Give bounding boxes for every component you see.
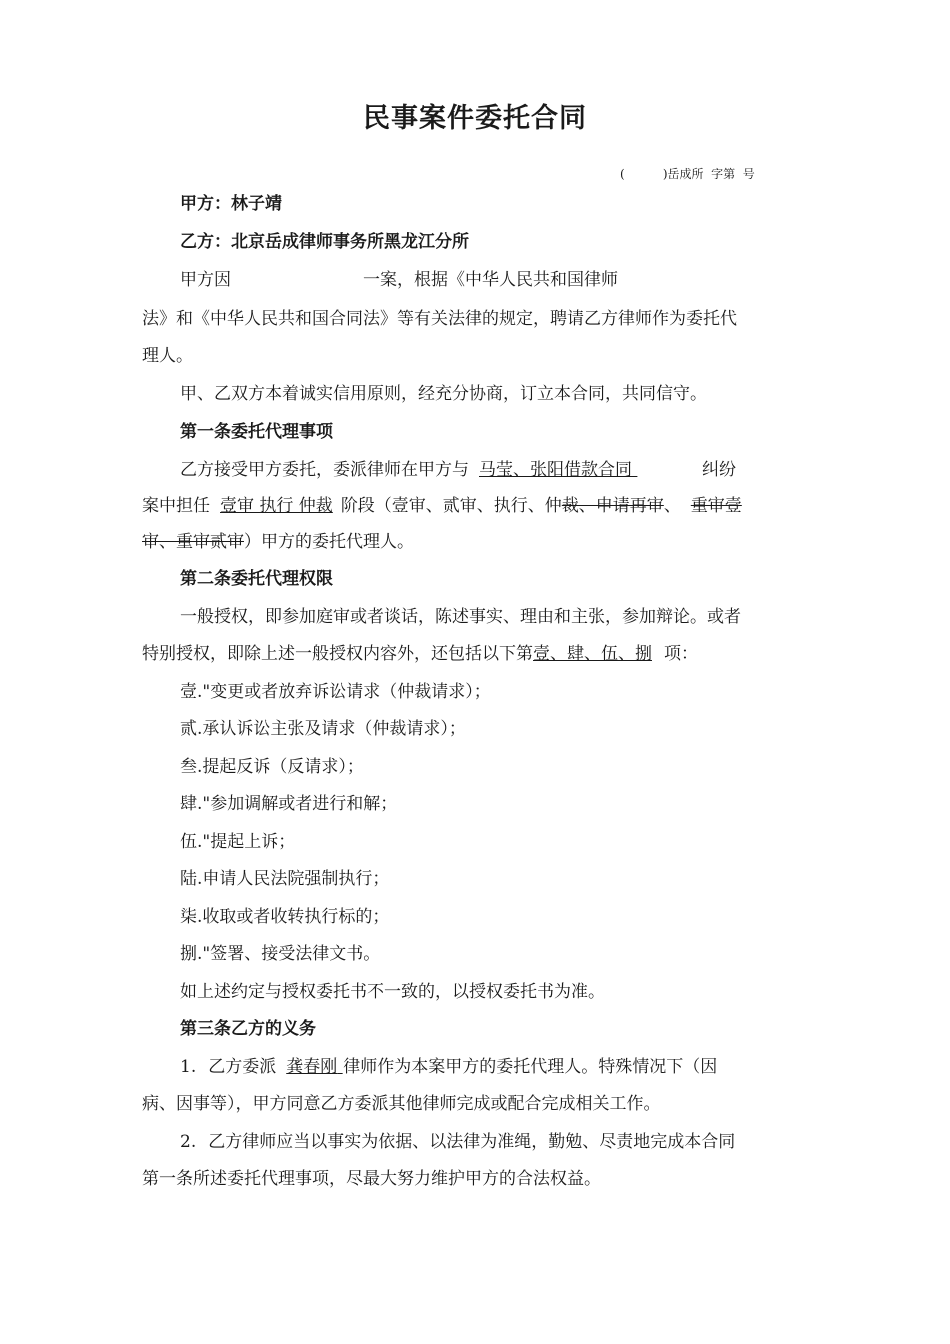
authority-item: 壹."变更或者放弃诉讼请求（仲裁请求）； — [180, 682, 491, 702]
authority-item: 伍."提起上诉； — [180, 832, 296, 852]
case-name: 马莹、张阳借款合同 — [479, 460, 632, 480]
authority-item: 柒.收取或者收转执行标的； — [180, 907, 390, 927]
authority-item: 捌."签署、接受法律文书。 — [180, 944, 381, 964]
selected-items: 壹、肆、伍、捌 — [533, 644, 652, 664]
article-3-clause-2-line-2: 第一条所述委托代理事项，尽最大努力维护甲方的合法权益。 — [142, 1169, 601, 1189]
party-b: 乙方：北京岳成律师事务所黑龙江分所 — [180, 232, 469, 252]
intro-line-1 — [180, 269, 618, 291]
intro-line-2: 法》和《中华人民共和国合同法》等有关法律的规定，聘请乙方律师作为委托代 — [142, 309, 737, 329]
authority-note: 如上述约定与授权委托书不一致的，以授权委托书为准。 — [180, 982, 605, 1002]
article-1-line-1 — [180, 459, 736, 481]
text: 阶段（壹审、贰审、执行、仲 — [340, 496, 562, 516]
text: 特别授权，即除上述一般授权内容外，还包括以下第 — [142, 644, 533, 664]
authority-item: 叁.提起反诉（反请求）； — [180, 757, 364, 777]
article-3-clause-1-line-2: 病、因事等），甲方同意乙方委派其他律师完成或配合完成相关工作。 — [142, 1094, 661, 1114]
article-3-clause-1 — [180, 1056, 717, 1078]
underline-blank — [632, 459, 702, 481]
clause-number: 2. — [180, 1132, 197, 1152]
article-3-heading: 第三条乙方的义务 — [180, 1019, 316, 1039]
document-number: ( )岳成所 字第 号 — [620, 167, 755, 181]
intro-paragraph-2: 甲、乙双方本着诚实信用原则，经充分协商，订立本合同，共同信守。 — [180, 384, 707, 404]
struck-text: 裁、申请再审 — [561, 496, 664, 516]
text: ）甲方的委托代理人。 — [244, 532, 414, 552]
article-1-line-2 — [142, 495, 742, 517]
authority-item: 陆.申请人民法院强制执行； — [180, 869, 390, 889]
article-1-heading: 第一条委托代理事项 — [180, 422, 333, 442]
text: 乙方接受甲方委托，委派律师在甲方与 — [180, 460, 469, 480]
text: 纠纷 — [702, 460, 736, 480]
authority-item: 贰.承认诉讼主张及请求（仲裁请求）； — [180, 719, 466, 739]
party-a: 甲方：林子靖 — [180, 194, 282, 214]
text: 案中担任 — [142, 496, 210, 516]
article-1-line-3 — [142, 531, 414, 553]
text: 、 — [663, 496, 681, 516]
text: 项： — [664, 644, 698, 664]
authority-item: 肆."参加调解或者进行和解； — [180, 794, 398, 814]
text: 乙方委派 — [208, 1057, 277, 1077]
article-2-line-1: 一般授权，即参加庭审或者谈话，陈述事实、理由和主张，参加辩论。或者 — [180, 607, 741, 627]
text: 律师作为本案甲方的委托代理人。特殊情况下（因 — [343, 1057, 718, 1077]
selected-stages: 壹审 执行 仲裁 — [220, 496, 333, 516]
page-title: 民事案件委托合同 — [363, 103, 587, 134]
intro-text: 甲方因 — [180, 270, 231, 290]
intro-line-3: 理人。 — [142, 346, 193, 366]
article-2-line-2 — [142, 643, 698, 665]
lawyer-name: 龚春刚 — [286, 1057, 338, 1077]
struck-text: 审、重审贰审 — [142, 532, 244, 552]
intro-text: 一案，根据《中华人民共和国律师 — [363, 270, 618, 290]
clause-number: 1. — [180, 1057, 197, 1077]
struck-text: 重审壹 — [690, 496, 742, 516]
article-3-clause-2 — [180, 1131, 735, 1153]
text: 乙方律师应当以事实为依据、以法律为准绳，勤勉、尽责地完成本合同 — [208, 1132, 736, 1152]
article-2-heading: 第二条委托代理权限 — [180, 569, 333, 589]
